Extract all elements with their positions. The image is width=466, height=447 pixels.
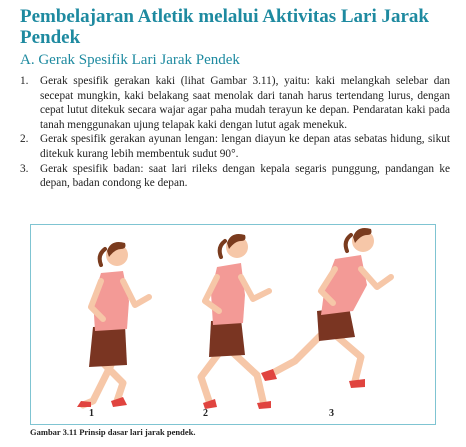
section-title: A. Gerak Spesifik Lari Jarak Pendek	[20, 52, 240, 68]
runner-figure-3	[261, 228, 391, 388]
item-number: 2.	[20, 133, 29, 146]
figure-running-phases	[30, 224, 436, 425]
steps-list	[20, 74, 450, 191]
item-text: Gerak spesifik badan: saat lari rileks dengan kepala segaris punggung, pandangan ke depan, badan condong ke depan.	[40, 162, 450, 190]
figure-label-1: 1	[89, 408, 94, 419]
item-number: 1.	[20, 75, 29, 87]
list-item	[20, 74, 450, 132]
list-item	[20, 162, 450, 191]
item-text: Gerak spesifik gerakan ayunan lengan: lengan diayun ke depan atas sebatas hidung, sikut ditekuk kurang lebih membentuk sudut 90°.	[40, 133, 450, 160]
list-item	[20, 132, 450, 161]
figure-label-3: 3	[329, 408, 334, 419]
runner-figure-1	[77, 242, 149, 407]
figure-caption: Gambar 3.11 Prinsip dasar lari jarak pendek.	[30, 427, 196, 437]
page-title: Pembelajaran Atletik melalui Aktivitas Lari Jarak Pendek	[20, 6, 430, 48]
runner-figure-2	[201, 234, 271, 409]
runner-illustration	[31, 225, 434, 423]
figure-label-2: 2	[203, 408, 208, 419]
item-text: Gerak spesifik gerakan kaki (lihat Gambar 3.11), yaitu: kaki melangkah selebar dan secepat mungkin, kaki belakang saat menolak dari tanah harus tertendang lurus, dengan cepat lutut ditekuk secara wajar agar paha mudah terayun ke depan. Pendaratan kaki pada tanah menggunakan ujung telapak kaki dengan lutut agak menekuk.	[40, 75, 450, 131]
item-number: 3.	[20, 162, 29, 175]
